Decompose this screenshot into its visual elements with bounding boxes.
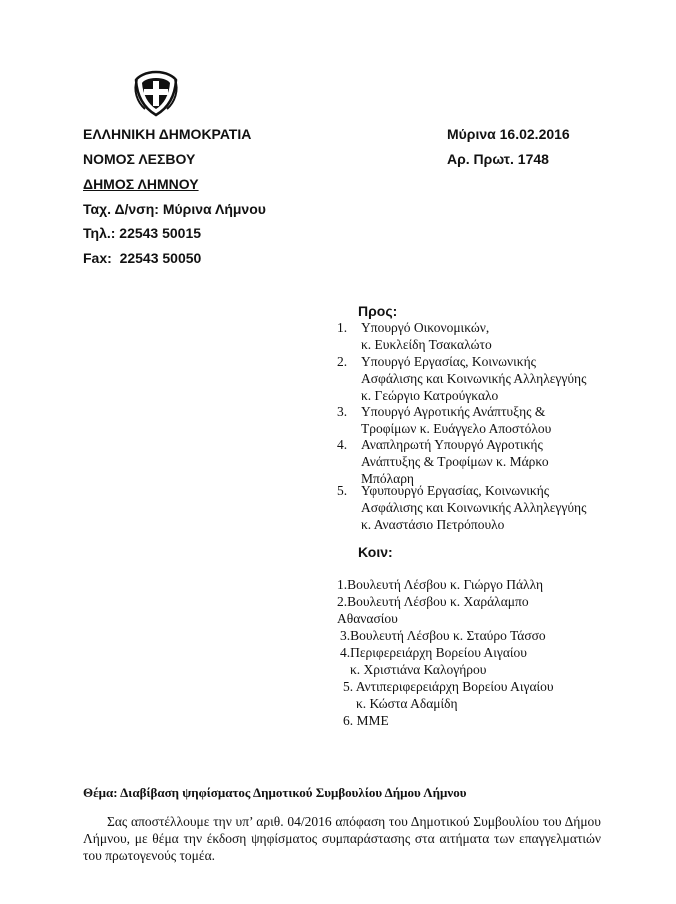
cc-label: Κοιν: xyxy=(358,544,393,560)
cc-line: Αθανασίου xyxy=(337,611,398,626)
issuer-phone: Τηλ.: 22543 50015 xyxy=(83,225,202,241)
greek-coat-of-arms-icon xyxy=(131,68,181,118)
recipients-label: Προς: xyxy=(358,303,398,319)
recipient-line: Υπουργό Οικονομικών, xyxy=(361,320,490,335)
cc-line: κ. Χριστιάνα Καλογήρου xyxy=(350,662,487,677)
recipient-line: Ασφάλισης και Κοινωνικής Αλληλεγγύης xyxy=(361,371,587,386)
recipient-number: 3. xyxy=(337,404,348,419)
recipient-line: κ. Αναστάσιο Πετρόπουλο xyxy=(361,517,505,532)
recipient-number: 4. xyxy=(337,437,348,452)
body-text: Σας αποστέλλουμε την υπ’ αριθ. 04/2016 απόφαση του Δημοτικού Συμβουλίου του Δήμου Λήμνου, με θέμα την έκδοση ψηφίσματος συμπαράστασης στα αιτήματα των επαγγελματιών του πρωτογενούς τομέα. xyxy=(83,814,601,863)
recipient-line: Τροφίμων κ. Ευάγγελο Αποστόλου xyxy=(361,421,552,436)
recipient-line: κ. Ευκλείδη Τσακαλώτο xyxy=(361,337,492,352)
document-date: Μύρινα 16.02.2016 xyxy=(447,126,570,142)
protocol-number: Αρ. Πρωτ. 1748 xyxy=(447,151,549,167)
issuer-fax: Fax: 22543 50050 xyxy=(83,250,202,266)
cc-line: 1.Βουλευτή Λέσβου κ. Γιώργο Πάλλη xyxy=(337,577,544,592)
recipient-line: κ. Γεώργιο Κατρούγκαλο xyxy=(361,388,499,403)
body-paragraph xyxy=(83,813,601,864)
recipient-number: 2. xyxy=(337,354,348,369)
subject-line: Θέμα: Διαβίβαση ψηφίσματος Δημοτικού Συμβουλίου Δήμου Λήμνου xyxy=(83,785,467,800)
cc-line: 5. Αντιπεριφερειάρχη Βορείου Αιγαίου xyxy=(343,679,554,694)
cc-line: 4.Περιφερειάρχη Βορείου Αιγαίου xyxy=(340,645,527,660)
recipient-number: 5. xyxy=(337,483,348,498)
recipient-line: Ασφάλισης και Κοινωνικής Αλληλεγγύης xyxy=(361,500,587,515)
recipient-line: Μπόλαρη xyxy=(361,471,414,486)
recipient-line: Ανάπτυξης & Τροφίμων κ. Μάρκο xyxy=(361,454,549,469)
cc-line: 3.Βουλευτή Λέσβου κ. Σταύρο Τάσσο xyxy=(340,628,546,643)
recipient-line: Υφυπουργό Εργασίας, Κοινωνικής xyxy=(361,483,550,498)
issuer-prefecture: ΝΟΜΟΣ ΛΕΣΒΟΥ xyxy=(83,151,196,167)
issuer-address: Ταχ. Δ/νση: Μύρινα Λήμνου xyxy=(83,201,266,217)
cc-line: κ. Κώστα Αδαμίδη xyxy=(356,696,458,711)
recipient-number: 1. xyxy=(337,320,348,335)
recipient-line: Υπουργό Αγροτικής Ανάπτυξης & xyxy=(361,404,546,419)
recipient-line: Υπουργό Εργασίας, Κοινωνικής xyxy=(361,354,536,369)
cc-line: 6. ΜΜΕ xyxy=(343,713,389,728)
issuer-municipality: ΔΗΜΟΣ ΛΗΜΝΟΥ xyxy=(83,176,199,192)
cc-line: 2.Βουλευτή Λέσβου κ. Χαράλαμπο xyxy=(337,594,529,609)
recipient-line: Αναπληρωτή Υπουργό Αγροτικής xyxy=(361,437,543,452)
issuer-country: ΕΛΛΗΝΙΚΗ ΔΗΜΟΚΡΑΤΙΑ xyxy=(83,126,252,142)
